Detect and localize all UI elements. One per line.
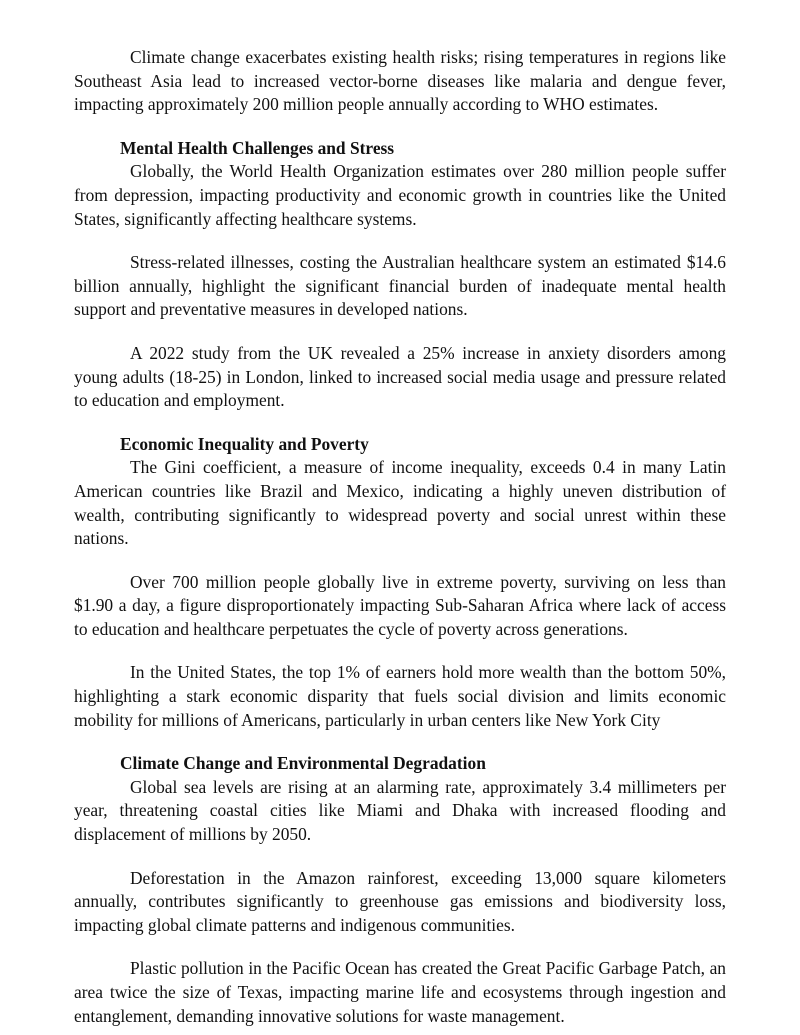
- body-paragraph: A 2022 study from the UK revealed a 25% increase in anxiety disorders among young adults (18-25) in London, linked to increased social media usage and pressure related to education and employment.: [74, 342, 726, 411]
- spacer: [74, 117, 726, 137]
- document-page: [74, 46, 726, 1028]
- body-paragraph: Deforestation in the Amazon rainforest, exceeding 13,000 square kilometers annually, contributes significantly to greenhouse gas emissions and biodiversity loss, impacting global climate patterns and indigenous communities.: [74, 867, 726, 935]
- section-heading: Economic Inequality and Poverty: [120, 433, 369, 454]
- spacer: [74, 847, 726, 867]
- spacer: [74, 231, 726, 251]
- section-heading: Climate Change and Environmental Degradation: [120, 753, 486, 774]
- section-heading: Mental Health Challenges and Stress: [120, 137, 395, 158]
- body-paragraph: Stress-related illnesses, costing the Australian healthcare system an estimated $14.6 billion annually, highlight the significant financial burden of inadequate mental health support and preventative measures in developed nations.: [74, 252, 726, 320]
- body-paragraph: Over 700 million people globally live in extreme poverty, surviving on less than $1.90 a day, a figure disproportionately impacting Sub-Saharan Africa where lack of access to education and healthcare perpetuates the cycle of poverty across generations.: [74, 571, 726, 639]
- intro-paragraph: Climate change exacerbates existing health risks; rising temperatures in regions like Southeast Asia lead to increased vector-borne diseases like malaria and dengue fever, impacting approximately 200 million people annually according to WHO estimates.: [74, 47, 726, 115]
- spacer: [74, 732, 726, 752]
- section-economic-inequality: [74, 433, 726, 733]
- body-paragraph: Global sea levels are rising at an alarming rate, approximately 3.4 millimeters per year, threatening coastal cities like Miami and Dhaka with increased flooding and displacement of millions by 2050.: [74, 776, 726, 845]
- body-paragraph: The Gini coefficient, a measure of income inequality, exceeds 0.4 in many Latin American countries like Brazil and Mexico, indicating a highly uneven distribution of wealth, contributing significantly to widespread poverty and social unrest within these nations.: [74, 457, 726, 549]
- section-mental-health: [74, 137, 726, 413]
- body-paragraph: In the United States, the top 1% of earners hold more wealth than the bottom 50%, highlighting a stark economic disparity that fuels social division and limits economic mobility for millions of Americans, particularly in urban centers like New York City: [74, 662, 726, 730]
- section-climate-change: [74, 752, 726, 1028]
- spacer: [74, 322, 726, 342]
- body-paragraph: Globally, the World Health Organization estimates over 280 million people suffer from depression, impacting productivity and economic growth in countries like the United States, significantly affecting healthcare systems.: [74, 161, 726, 229]
- spacer: [74, 641, 726, 661]
- spacer: [74, 413, 726, 433]
- spacer: [74, 551, 726, 571]
- body-paragraph: Plastic pollution in the Pacific Ocean has created the Great Pacific Garbage Patch, an area twice the size of Texas, impacting marine life and ecosystems through ingestion and entanglement, demanding innovative solutions for waste management.: [74, 958, 726, 1026]
- spacer: [74, 937, 726, 957]
